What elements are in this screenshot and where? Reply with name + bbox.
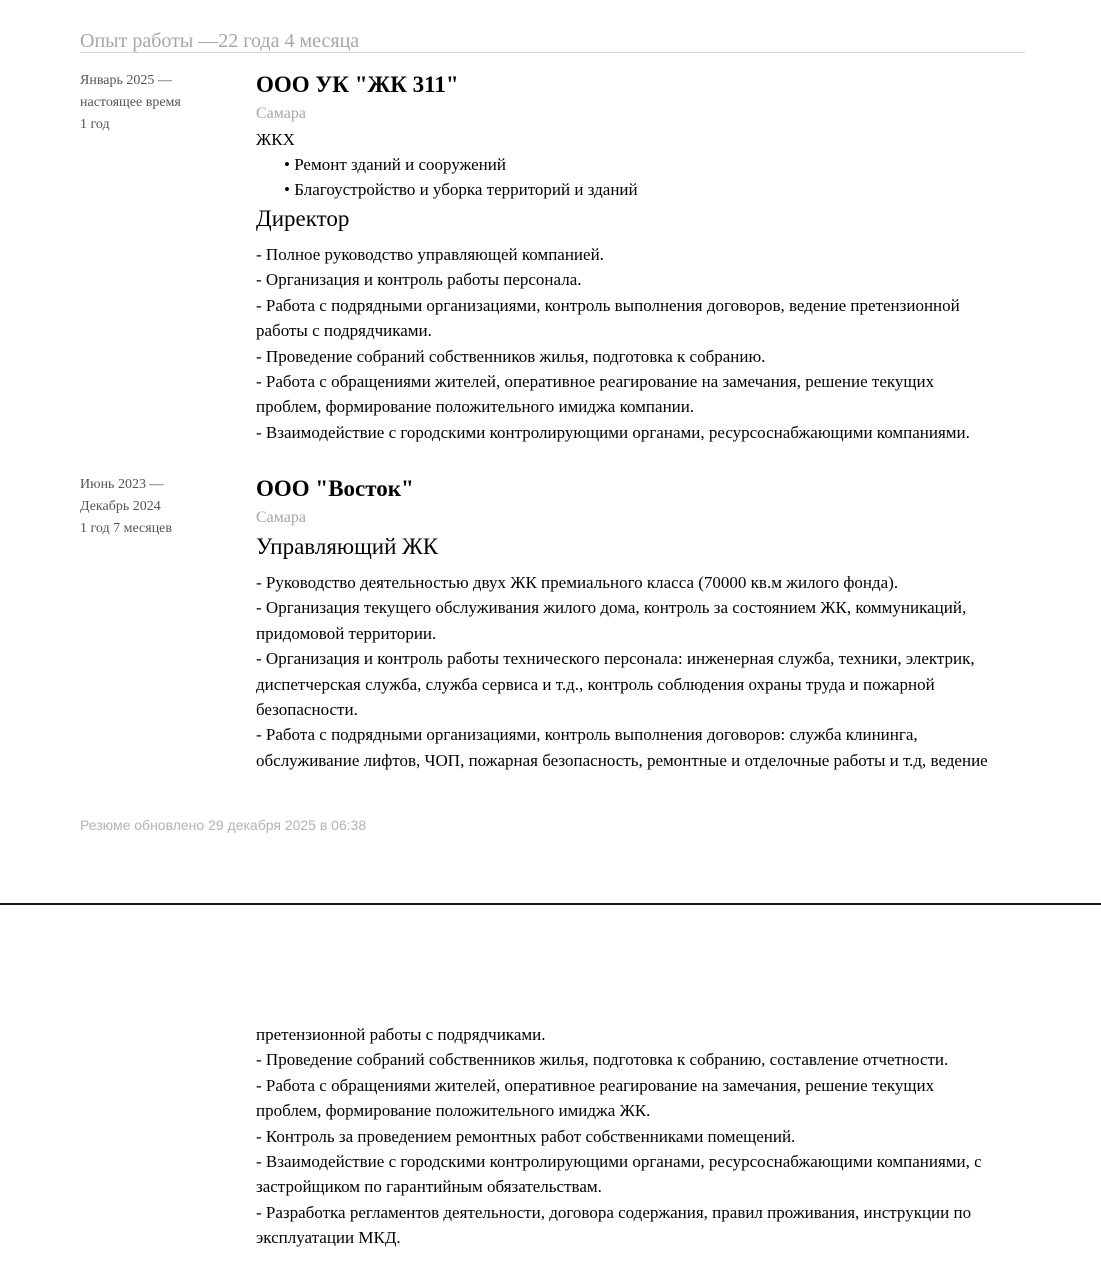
job-period	[80, 70, 250, 136]
company-name: ООО "Восток"	[256, 476, 414, 501]
job-description-continued	[256, 1022, 1056, 1251]
description-line: придомовой территории.	[256, 623, 437, 643]
company-city: Самара	[256, 509, 306, 526]
job-period-start: Январь 2025 —	[80, 73, 172, 88]
description-line: - Организация и контроль работы технического персонала: инженерная служба, техники, электрик,	[256, 649, 975, 669]
description-line: - Взаимодействие с городскими контролирующими органами, ресурсоснабжающими компаниями, с	[256, 1152, 982, 1172]
description-line: проблем, формирование положительного имиджа ЖК.	[256, 1101, 651, 1121]
description-line: - Работа с обращениями жителей, оперативное реагирование на замечания, решение текущих	[256, 372, 935, 392]
job-duration: 1 год 7 месяцев	[80, 521, 173, 536]
job-duration: 1 год	[80, 117, 110, 132]
company-name: ООО УК "ЖК 311"	[256, 72, 459, 97]
experience-section-header	[80, 28, 1025, 53]
description-line: безопасности.	[256, 700, 358, 720]
resume-updated-note: Резюме обновлено 29 декабря 2025 в 06:38	[80, 817, 367, 833]
description-line: - Работа с подрядными организациями, контроль выполнения договоров, ведение претензионной	[256, 295, 960, 315]
company-city: Самара	[256, 105, 306, 122]
job-period-end: Декабрь 2024	[80, 499, 161, 514]
experience-section-title: Опыт работы —22 года 4 месяца	[80, 30, 360, 52]
description-line: работы с подрядчиками.	[256, 321, 432, 341]
description-line: эксплуатации МКД.	[256, 1228, 401, 1248]
description-line: - Взаимодействие с городскими контролирующими органами, ресурсоснабжающими компаниями.	[256, 422, 970, 442]
job-content	[256, 70, 1036, 445]
description-line: - Разработка регламентов деятельности, договора содержания, правил проживания, инструкции по	[256, 1202, 972, 1222]
description-line: диспетчерская служба, служба сервиса и т.д., контроль соблюдения охраны труда и пожарной	[256, 674, 935, 694]
description-line: претензионной работы с подрядчиками.	[256, 1025, 546, 1044]
job-period	[80, 474, 250, 540]
page-break-divider	[0, 903, 1101, 905]
job-position: Директор	[256, 206, 350, 231]
description-line: проблем, формирование положительного имиджа компании.	[256, 397, 695, 417]
job-content	[256, 474, 1036, 773]
description-line: - Контроль за проведением ремонтных работ собственниками помещений.	[256, 1126, 796, 1146]
description-line: застройщиком по гарантийным обязательствам.	[256, 1177, 602, 1197]
job-period-end: настоящее время	[80, 95, 181, 110]
description-line: обслуживание лифтов, ЧОП, пожарная безопасность, ремонтные и отделочные работы и т.д, ведение	[256, 750, 988, 770]
industry-list	[256, 152, 1036, 202]
job-description	[256, 242, 1036, 445]
industry-item: • Благоустройство и уборка территорий и зданий	[284, 177, 1036, 202]
job-position: Управляющий ЖК	[256, 534, 439, 559]
industry-item: • Ремонт зданий и сооружений	[284, 152, 1036, 177]
description-line: - Руководство деятельностью двух ЖК премиального класса (70000 кв.м жилого фонда).	[256, 573, 899, 592]
description-line: - Работа с подрядными организациями, контроль выполнения договоров: служба клининга,	[256, 725, 918, 745]
job-period-start: Июнь 2023 —	[80, 477, 164, 492]
description-line: - Проведение собраний собственников жилья, подготовка к собранию.	[256, 346, 766, 366]
job-description	[256, 570, 1036, 773]
description-line: - Полное руководство управляющей компанией.	[256, 245, 604, 264]
description-line: - Организация текущего обслуживания жилого дома, контроль за состоянием ЖК, коммуникаций,	[256, 598, 967, 618]
description-line: - Работа с обращениями жителей, оперативное реагирование на замечания, решение текущих	[256, 1075, 935, 1095]
description-line: - Проведение собраний собственников жилья, подготовка к собранию, составление отчетности.	[256, 1050, 949, 1070]
company-industry: ЖКХ	[256, 130, 295, 149]
description-line: - Организация и контроль работы персонала.	[256, 270, 582, 290]
